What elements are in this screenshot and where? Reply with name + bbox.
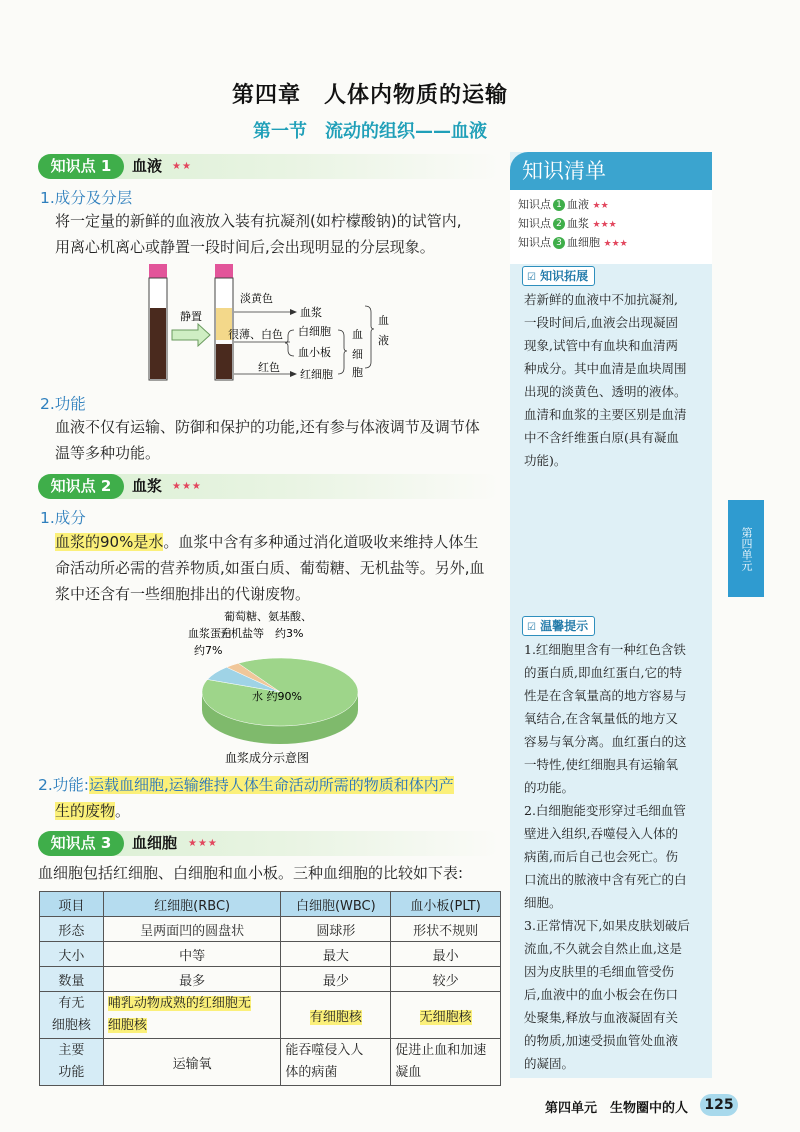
tips-tag: [522, 616, 595, 636]
tips-line: 的功能。: [524, 780, 575, 795]
kp3-intro: 血细胞包括红细胞、白细胞和血小板。三种血细胞的比较如下表:: [38, 864, 464, 882]
sidebar-item-prefix: 知识点: [518, 236, 551, 249]
table-cell: [281, 992, 391, 1039]
sidebar-item-number: 2: [553, 218, 565, 230]
page-number: 125: [700, 1094, 738, 1116]
table-row-label: [40, 992, 104, 1039]
pie-label-water: 水 约90%: [252, 690, 302, 703]
table-cell: 运输氧: [103, 1039, 281, 1086]
kp2-function-line-2: [55, 798, 130, 824]
label-pale-yellow: 淡黄色: [240, 292, 273, 305]
sidebar-item-prefix: 知识点: [518, 217, 551, 230]
expand-line: 若新鲜的血液中不加抗凝剂,: [524, 292, 678, 307]
table-row-label: 数量: [40, 967, 104, 992]
sidebar-item-name: 血细胞: [567, 236, 600, 249]
kp2-function-highlight-1: 运载血细胞,运输维持人体生命活动所需的物质和体内产: [89, 776, 454, 794]
tips-line: 一特性,使红细胞具有运输氧: [524, 757, 678, 772]
function-label-line-1: 主要: [58, 1043, 85, 1058]
table-row-label: 大小: [40, 942, 104, 967]
kp2-text-1-rest: 。血浆中含有多种通过消化道吸收来维持人体生: [163, 533, 479, 551]
nucleus-wbc: 有细胞核: [309, 1009, 362, 1025]
table-cell: [281, 1039, 391, 1086]
pie-label-other-1: 葡萄糖、氨基酸、: [224, 610, 312, 623]
kp2-text-1: [55, 529, 478, 555]
expand-line: 中不含纤维蛋白原(具有凝血: [524, 430, 679, 445]
label-white-cell: 白细胞: [298, 325, 331, 338]
tips-line: 的凝固。: [524, 1056, 575, 1071]
test-tube-before: [149, 264, 167, 380]
table-cell: [391, 992, 501, 1039]
function-plt-line-1: 促进止血和加速: [395, 1043, 487, 1058]
kp2-function-end: 。: [115, 802, 131, 820]
kp1-function-text-1: 血液不仅有运输、防御和保护的功能,还有参与体液调节及调节体: [55, 418, 480, 436]
knowledge-point-2-label: 知识点 2: [38, 474, 124, 499]
settle-label: 静置: [180, 310, 202, 323]
blood-cell-comparison-table: [39, 891, 501, 1086]
label-blood-cells-2: 细: [352, 348, 363, 361]
label-blood-2: 液: [378, 334, 389, 347]
tips-line: 细胞。: [524, 895, 562, 910]
sidebar-item-stars: ★★★: [592, 220, 617, 230]
label-blood-cells-3: 胞: [352, 366, 363, 379]
tips-text: [524, 638, 702, 1075]
knowledge-point-1-bar: [38, 154, 500, 179]
function-label-line-2: 功能: [58, 1065, 85, 1080]
table-header: 项目: [40, 892, 104, 917]
unit-edge-tab: 第四单元: [728, 500, 764, 597]
nucleus-rbc-line-1: 哺乳动物成熟的红细胞无: [107, 996, 251, 1011]
tips-line: 容易与氧分离。血红蛋白的这: [524, 734, 687, 749]
knowledge-point-3-label: 知识点 3: [38, 831, 124, 856]
knowledge-point-1-label: 知识点 1: [38, 154, 124, 179]
table-header: 红细胞(RBC): [103, 892, 281, 917]
expand-line: 现象,试管中有血块和血清两: [524, 338, 678, 353]
function-wbc-line-1: 能吞噬侵入人: [285, 1043, 364, 1058]
function-wbc-line-2: 体的病菌: [285, 1065, 338, 1080]
table-row: [40, 967, 501, 992]
table-row-function: [40, 1039, 501, 1086]
kp2-composition-heading: 1.成分: [40, 509, 86, 527]
tag-icon: ☑: [527, 622, 536, 633]
pie-chart-title: 血浆成分示意图: [225, 751, 310, 765]
kp2-function-heading: 2.功能:: [38, 776, 90, 794]
knowledge-point-3-name: 血细胞: [132, 834, 178, 852]
knowledge-point-3-bar: [38, 831, 500, 856]
sidebar-item-name: 血液: [567, 198, 589, 211]
knowledge-point-1-name: 血液: [132, 157, 163, 175]
table-cell: 最多: [103, 967, 281, 992]
kp2-function-highlight-2: 生的废物: [55, 802, 116, 820]
expand-line: 出现的淡黄色、透明的液体。: [524, 384, 687, 399]
sidebar-knowledge-list: [510, 190, 712, 264]
tips-line: 性是在含氧量高的地方容易与: [524, 688, 687, 703]
sidebar-item-2: [518, 215, 617, 232]
table-row-label: 形态: [40, 917, 104, 942]
sidebar-item-prefix: 知识点: [518, 198, 551, 211]
sidebar-item-stars: ★★★: [603, 239, 628, 249]
footer-unit-title: 第四单元 生物圈中的人: [545, 1101, 689, 1116]
sidebar-item-number: 3: [553, 237, 565, 249]
table-cell: 呈两面凹的圆盘状: [103, 917, 281, 942]
table-cell: 较少: [391, 967, 501, 992]
table-cell: 圆球形: [281, 917, 391, 942]
table-header-row: [40, 892, 501, 917]
tips-tag-label: 温馨提示: [540, 619, 589, 633]
tips-line: 后,血液中的血小板会在伤口: [524, 987, 678, 1002]
kp2-text-3: 浆中还含有一些细胞排出的代谢废物。: [55, 585, 311, 603]
tips-line: 口流出的脓液中含有死亡的白: [524, 872, 687, 887]
table-cell: 最小: [391, 942, 501, 967]
kp2-function: [38, 772, 454, 798]
table-cell: 最大: [281, 942, 391, 967]
label-red: 红色: [258, 361, 280, 374]
blood-layer-diagram: [140, 262, 430, 386]
nucleus-label-line-2: 细胞核: [51, 1018, 91, 1033]
table-cell: [103, 992, 281, 1039]
expand-line: 功能)。: [524, 453, 567, 468]
tips-line: 病菌,而后自己也会死亡。伤: [524, 849, 678, 864]
kp1-function-heading: 2.功能: [40, 395, 86, 413]
test-tube-after: [215, 264, 233, 380]
table-cell: 最少: [281, 967, 391, 992]
label-thin-white: 很薄、白色: [228, 328, 283, 341]
sidebar-item-1: [518, 196, 609, 213]
sidebar-item-3: [518, 234, 628, 251]
tips-line: 因为皮肤里的毛细血管受伤: [524, 964, 675, 979]
pie-label-protein-2: 约7%: [194, 644, 223, 657]
expand-text: [524, 288, 702, 472]
knowledge-point-1-stars: ★★: [172, 161, 192, 172]
expand-tag: [522, 266, 595, 286]
sidebar-item-stars: ★★: [592, 201, 609, 211]
tag-icon: ☑: [527, 272, 536, 283]
tips-line: 3.正常情况下,如果皮肤划破后: [524, 918, 690, 933]
label-blood-cells-1: 血: [352, 328, 363, 341]
tips-line: 处聚集,释放与血液凝固有关: [524, 1010, 678, 1025]
table-header: 血小板(PLT): [391, 892, 501, 917]
kp2-water-highlight: 血浆的90%是水: [55, 533, 164, 551]
label-platelet: 血小板: [298, 346, 331, 359]
sidebar-item-name: 血浆: [567, 217, 589, 230]
table-row: [40, 917, 501, 942]
kp1-composition-text-1: 将一定量的新鲜的血液放入装有抗凝剂(如柠檬酸钠)的试管内,: [55, 212, 462, 230]
tips-line: 的蛋白质,即血红蛋白,它的特: [524, 665, 682, 680]
section-title: 第一节 流动的组织——血液: [253, 121, 487, 142]
table-header: 白细胞(WBC): [281, 892, 391, 917]
nucleus-rbc-line-2: 细胞核: [107, 1018, 147, 1033]
pie-label-protein-1: 血浆蛋白: [188, 627, 232, 640]
tips-line: 的物质,加速受损血管处血液: [524, 1033, 678, 1048]
table-cell: [391, 1039, 501, 1086]
sidebar-item-number: 1: [553, 199, 565, 211]
kp1-composition-text-2: 用离心机离心或静置一段时间后,会出现明显的分层现象。: [55, 238, 435, 256]
tips-line: 氧结合,在含氧量低的地方又: [524, 711, 678, 726]
table-cell: 形状不规则: [391, 917, 501, 942]
plasma-pie-chart: [180, 604, 380, 774]
function-plt-line-2: 凝血: [395, 1065, 422, 1080]
expand-line: 血清和血浆的主要区别是血清: [524, 407, 687, 422]
kp2-text-2: 命活动所必需的营养物质,如蛋白质、葡萄糖、无机盐等。另外,血: [55, 559, 485, 577]
label-red-cell: 红细胞: [300, 368, 333, 381]
knowledge-point-2-bar: [38, 474, 500, 499]
table-row-nucleus: [40, 992, 501, 1039]
kp1-composition-heading: 1.成分及分层: [40, 189, 133, 207]
expand-line: 一段时间后,血液会出现凝固: [524, 315, 678, 330]
tips-line: 流血,不久就会自然止血,这是: [524, 941, 682, 956]
settle-arrow-icon: [172, 324, 210, 346]
label-plasma: 血浆: [300, 306, 322, 319]
kp1-function-text-2: 温等多种功能。: [55, 444, 161, 462]
table-row-label: [40, 1039, 104, 1086]
table-row: [40, 942, 501, 967]
nucleus-plt: 无细胞核: [419, 1009, 472, 1025]
chapter-title: 第四章 人体内物质的运输: [231, 83, 508, 108]
tips-line: 2.白细胞能变形穿过毛细血管: [524, 803, 686, 818]
knowledge-point-3-stars: ★★★: [188, 838, 218, 849]
tips-line: 壁进入组织,吞噬侵入人体的: [524, 826, 678, 841]
knowledge-point-2-stars: ★★★: [172, 481, 202, 492]
expand-tag-label: 知识拓展: [540, 269, 589, 283]
sidebar-title: 知识清单: [510, 152, 712, 190]
label-blood-1: 血: [378, 314, 389, 327]
knowledge-point-2-name: 血浆: [132, 477, 163, 495]
tips-line: 1.红细胞里含有一种红色含铁: [524, 642, 686, 657]
expand-line: 种成分。其中血清是血块周围: [524, 361, 687, 376]
knowledge-sidebar: [510, 152, 712, 1078]
pie-label-other-2: 无机盐等 约3%: [220, 627, 304, 640]
table-cell: 中等: [103, 942, 281, 967]
nucleus-label-line-1: 有无: [58, 996, 85, 1011]
